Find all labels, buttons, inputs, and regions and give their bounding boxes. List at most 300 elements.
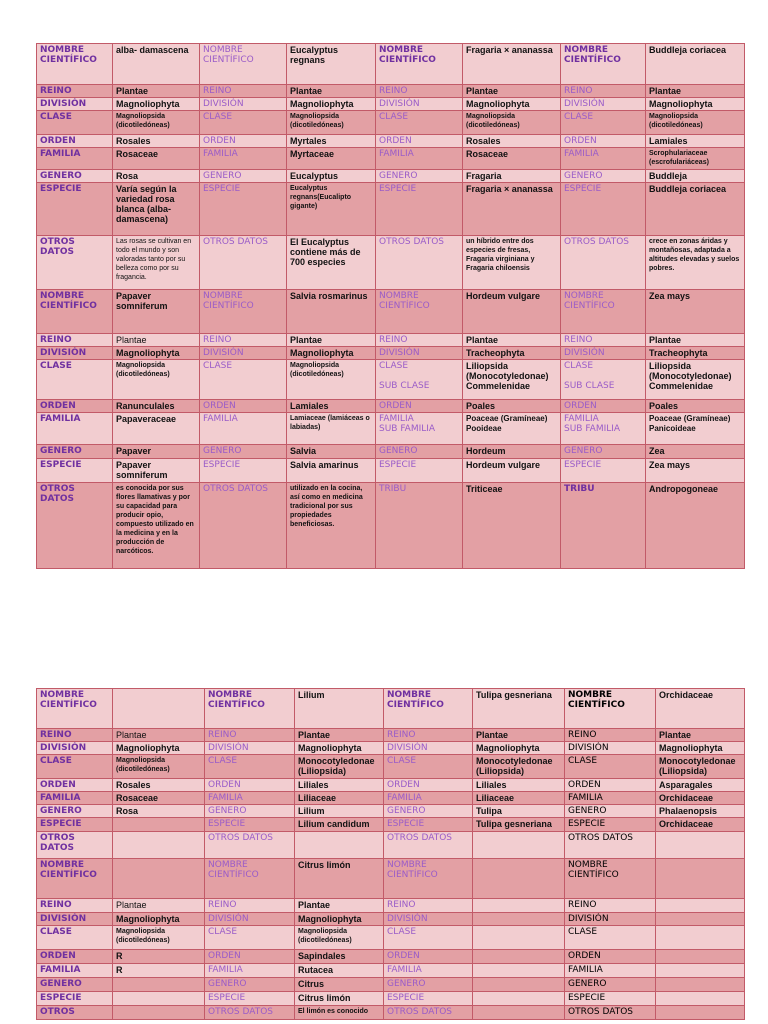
table-row [37,689,745,729]
cell-value: Magnoliophyta [287,98,376,111]
cell-value [113,832,205,859]
cell-value: Salvia rosmarinus [287,290,376,334]
cell-value: Andropogoneae [646,483,745,569]
table-row [37,950,745,964]
row-label: OTROS DATOS [37,483,113,569]
cell-value: Asparagales [656,779,745,792]
cell-value: Tulipa gesneriana [473,818,565,832]
row-label: REINO [376,85,463,98]
row-label: FAMILIA [384,964,473,978]
row-label: ESPECIE [200,183,287,236]
cell-value [656,950,745,964]
table-row [37,899,745,913]
cell-value: Plantae [113,334,200,347]
cell-value [656,899,745,913]
row-label: REINO [561,334,646,347]
row-label: DIVISIÓN [561,98,646,111]
row-label: FAMILIA [37,964,113,978]
row-label: ESPECIE [37,183,113,236]
row-label: ORDEN [200,400,287,413]
row-label: ORDEN [37,950,113,964]
cell-value [656,964,745,978]
cell-value: Orchidaceae [656,689,745,729]
row-label: NOMBRE CIENTÍFICO [205,859,295,899]
cell-value: Eucalyptus regnans [287,44,376,85]
cell-value [113,689,205,729]
row-label: FAMILIA [205,792,295,805]
cell-value: Plantae [113,729,205,742]
row-label: NOMBRE CIENTÍFICO [561,44,646,85]
cell-value [473,899,565,913]
row-label: OTROS DATOS [384,832,473,859]
row-label: CLASE SUB CLASE [561,360,646,400]
row-label: ESPECIE [561,459,646,483]
row-label: DIVISIÓN [200,98,287,111]
row-label: REINO [376,334,463,347]
row-label: DIVISIÓN [376,347,463,360]
row-label: DIVISIÓN [200,347,287,360]
row-label: FAMILIA [205,964,295,978]
row-label: REINO [565,729,656,742]
row-label: GENERO [200,170,287,183]
cell-value: R [113,950,205,964]
cell-value: utilizado en la cocina, así como en medicina tradicional por sus propiedades beneficiosas. [287,483,376,569]
row-label: GENERO [205,978,295,992]
cell-value: Myrtales [287,135,376,148]
cell-value [656,859,745,899]
cell-value [473,913,565,926]
row-label: DIVISIÓN [561,347,646,360]
cell-value: crece en zonas áridas y montañosas, adaptada a altitudes elevadas y suelos pobres. [646,236,745,290]
row-label: DIVISIÓN [205,913,295,926]
taxonomy-table-2 [36,688,745,1020]
row-label: NOMBRE CIENTÍFICO [37,689,113,729]
row-label: ESPECIE [384,818,473,832]
row-label: CLASE [205,926,295,950]
row-label: DIVISIÓN [376,98,463,111]
row-label: CLASE [561,111,646,135]
row-label: REINO [37,334,113,347]
cell-value: alba- damascena [113,44,200,85]
cell-value: Plantae [113,899,205,913]
row-label: ORDEN [205,950,295,964]
cell-value: Magnoliopsida (dicotiledóneas) [113,755,205,779]
cell-value: Magnoliopsida (dicotiledóneas) [113,360,200,400]
row-label: ORDEN [565,779,656,792]
table-row [37,1006,745,1020]
row-label: NOMBRE CIENTÍFICO [565,859,656,899]
row-label: NOMBRE CIENTÍFICO [565,689,656,729]
cell-value: Rosaceae [113,148,200,170]
cell-value: Salvia amarinus [287,459,376,483]
cell-value: Plantae [287,334,376,347]
row-label: FAMILIA [37,792,113,805]
row-label: ESPECIE [37,992,113,1006]
cell-value [656,992,745,1006]
cell-value: Zea mays [646,459,745,483]
cell-value: Magnoliophyta [473,742,565,755]
row-label: GENERO [37,978,113,992]
cell-value: Poaceae (Gramíneae) Pooideae [463,413,561,445]
row-label: DIVISIÓN [565,913,656,926]
cell-value: Liliales [473,779,565,792]
row-label: OTROS DATOS [384,1006,473,1020]
row-label: CLASE [205,755,295,779]
cell-value: Poaceae (Gramíneae) Panicoideae [646,413,745,445]
row-label: FAMILIA [565,792,656,805]
cell-value: Liliaceae [473,792,565,805]
cell-value: Magnoliophyta [295,742,384,755]
cell-value: Plantae [287,85,376,98]
cell-value: Rosaceae [463,148,561,170]
cell-value: Eucalyptus [287,170,376,183]
cell-value [113,818,205,832]
cell-value: Magnoliophyta [463,98,561,111]
cell-value [473,859,565,899]
row-label: OTROS DATOS [200,483,287,569]
row-label: ESPECIE [384,992,473,1006]
cell-value: Eucalyptus regnans(Eucalipto gigante) [287,183,376,236]
table-row [37,964,745,978]
row-label: OTROS DATOS [561,236,646,290]
table-row [37,926,745,950]
row-label: FAMILIA [200,413,287,445]
table-row [37,347,745,360]
cell-value: El Eucalyptus contiene más de 700 especies [287,236,376,290]
cell-value: un híbrido entre dos especies de fresas, Fragaria virginiana y Fragaria chiloensis [463,236,561,290]
table-row [37,183,745,236]
table-row [37,792,745,805]
cell-value: Liliopsida (Monocotyledonae) Commelenidae [646,360,745,400]
row-label: ORDEN [561,400,646,413]
cell-value: Lilium candidum [295,818,384,832]
cell-value: Hordeum vulgare [463,459,561,483]
cell-value: Rosales [113,779,205,792]
row-label: REINO [200,85,287,98]
cell-value: Lilium [295,805,384,818]
cell-value: Myrtaceae [287,148,376,170]
row-label: CLASE [37,755,113,779]
row-label: REINO [384,899,473,913]
cell-value: Monocotyledonae (Liliopsida) [473,755,565,779]
table-row [37,290,745,334]
cell-value [113,859,205,899]
row-label: NOMBRE CIENTÍFICO [376,44,463,85]
row-label: REINO [37,85,113,98]
cell-value: Hordeum [463,445,561,459]
cell-value: Magnoliophyta [646,98,745,111]
row-label: ESPECIE [205,992,295,1006]
cell-value: Plantae [656,729,745,742]
row-label: CLASE [384,755,473,779]
cell-value: Magnoliopsida (dicotiledóneas) [113,111,200,135]
table-row [37,483,745,569]
cell-value [656,832,745,859]
cell-value [656,913,745,926]
table-row [37,360,745,400]
cell-value: Salvia [287,445,376,459]
cell-value: Citrus limón [295,992,384,1006]
table-row [37,44,745,85]
cell-value: Scrophulariaceae (escrofulariáceas) [646,148,745,170]
cell-value: Zea [646,445,745,459]
cell-value: Liliaceae [295,792,384,805]
cell-value: Fragaria [463,170,561,183]
row-label: FAMILIA [200,148,287,170]
cell-value: Plantae [646,85,745,98]
table-row [37,445,745,459]
row-label: FAMILIA [565,964,656,978]
row-label: NOMBRE CIENTÍFICO [37,859,113,899]
row-label: DIVISIÓN [37,347,113,360]
table-row [37,978,745,992]
row-label: OTROS DATOS [205,1006,295,1020]
row-label: CLASE [37,926,113,950]
cell-value [113,992,205,1006]
row-label: GENERO [565,805,656,818]
row-label: TRIBU [561,483,646,569]
row-label: CLASE [200,360,287,400]
row-label: REINO [200,334,287,347]
row-label: CLASE [384,926,473,950]
row-label: ORDEN [37,400,113,413]
cell-value: Orchidaceae [656,792,745,805]
cell-value [656,926,745,950]
table-row [37,742,745,755]
row-label: CLASE [376,111,463,135]
row-label: ESPECIE [37,459,113,483]
table-row [37,729,745,742]
cell-value: Magnoliopsida (dicotiledóneas) [295,926,384,950]
row-label: DIVISIÓN [384,913,473,926]
row-label: ESPECIE [200,459,287,483]
row-label: FAMILIA [384,792,473,805]
cell-value: Plantae [646,334,745,347]
cell-value: Magnoliophyta [287,347,376,360]
row-label: OTROS DATOS [565,1006,656,1020]
row-label: ORDEN [37,779,113,792]
cell-value: Plantae [113,85,200,98]
row-label: REINO [205,899,295,913]
cell-value: Papaveraceae [113,413,200,445]
row-label: CLASE [200,111,287,135]
row-label: GENERO [37,445,113,459]
cell-value: Monocotyledonae (Liliopsida) [295,755,384,779]
cell-value: Rosa [113,805,205,818]
row-label: FAMILIA SUB FAMILIA [376,413,463,445]
table-row [37,832,745,859]
table-row [37,413,745,445]
table-row [37,148,745,170]
cell-value: Fragaria × ananassa [463,183,561,236]
row-label: OTROS DATOS [37,236,113,290]
cell-value: Hordeum vulgare [463,290,561,334]
row-label: ORDEN [376,400,463,413]
row-label: FAMILIA [37,148,113,170]
table-row [37,98,745,111]
cell-value: Lamiales [287,400,376,413]
table-row [37,334,745,347]
row-label: ORDEN [561,135,646,148]
table-row [37,85,745,98]
cell-value: Poales [646,400,745,413]
cell-value: Plantae [295,899,384,913]
cell-value: Varía según la variedad rosa blanca (alba-damascena) [113,183,200,236]
row-label: DIVISIÓN [384,742,473,755]
row-label: ORDEN [565,950,656,964]
cell-value: Magnoliophyta [295,913,384,926]
row-label: REINO [37,899,113,913]
cell-value: Rutacea [295,964,384,978]
cell-value: Plantae [473,729,565,742]
table-row [37,135,745,148]
row-label: NOMBRE CIENTÍFICO [561,290,646,334]
cell-value: Rosa [113,170,200,183]
cell-value: Liliales [295,779,384,792]
row-label: CLASE [37,111,113,135]
cell-value: Magnoliopsida (dicotiledóneas) [287,111,376,135]
row-label: REINO [205,729,295,742]
cell-value: Plantae [463,334,561,347]
row-label: DIVISIÓN [565,742,656,755]
cell-value: Rosales [113,135,200,148]
row-label: DIVISIÓN [37,913,113,926]
cell-value [295,832,384,859]
row-label: NOMBRE CIENTÍFICO [200,44,287,85]
row-label: GENERO [384,805,473,818]
taxonomy-table-1 [36,43,745,569]
row-label: GENERO [384,978,473,992]
row-label: TRIBU [376,483,463,569]
row-label: OTROS DATOS [565,832,656,859]
cell-value: Papaver somniferum [113,459,200,483]
row-label: OTROS DATOS [200,236,287,290]
cell-value: Plantae [295,729,384,742]
table-row [37,818,745,832]
row-label: NOMBRE CIENTÍFICO [200,290,287,334]
row-label: FAMILIA [376,148,463,170]
cell-value: Las rosas se cultivan en todo el mundo y son valoradas tanto por su belleza como por su fragancia. [113,236,200,290]
row-label: ORDEN [205,779,295,792]
table-row [37,400,745,413]
cell-value: Fragaria × ananassa [463,44,561,85]
row-label: ORDEN [384,779,473,792]
cell-value: Tulipa [473,805,565,818]
cell-value: Magnoliophyta [113,347,200,360]
cell-value: Plantae [463,85,561,98]
row-label: OTROS DATOS [37,832,113,859]
row-label: CLASE [565,755,656,779]
row-label: ESPECIE [376,459,463,483]
row-label: ESPECIE [205,818,295,832]
row-label: GENERO [565,978,656,992]
row-label: ORDEN [37,135,113,148]
table-row [37,459,745,483]
row-label: NOMBRE CIENTÍFICO [37,290,113,334]
row-label: ORDEN [376,135,463,148]
cell-value: Magnoliophyta [656,742,745,755]
row-label: OTROS DATOS [205,832,295,859]
row-label: CLASE [37,360,113,400]
cell-value [473,992,565,1006]
cell-value: Lamiaceae (lamiáceas o labiadas) [287,413,376,445]
cell-value: Rosales [463,135,561,148]
cell-value: Orchidaceae [656,818,745,832]
row-label: ESPECIE [565,992,656,1006]
cell-value: Magnoliophyta [113,913,205,926]
cell-value: Papaver [113,445,200,459]
table-row [37,170,745,183]
cell-value: Rosaceae [113,792,205,805]
row-label: FAMILIA SUB FAMILIA [561,413,646,445]
cell-value: Liliopsida (Monocotyledonae) Commelenidae [463,360,561,400]
cell-value: Lamiales [646,135,745,148]
table-row [37,992,745,1006]
cell-value: Buddleja coriacea [646,183,745,236]
cell-value: Buddleja [646,170,745,183]
row-label: REINO [384,729,473,742]
table-row [37,755,745,779]
row-label: ORDEN [200,135,287,148]
table-row [37,805,745,818]
row-label: REINO [561,85,646,98]
row-label: GENERO [37,170,113,183]
row-label: ESPECIE [37,818,113,832]
row-label: GENERO [37,805,113,818]
cell-value: Ranunculales [113,400,200,413]
row-label: ESPECIE [376,183,463,236]
row-label: NOMBRE CIENTÍFICO [37,44,113,85]
cell-value [473,832,565,859]
row-label: NOMBRE CIENTÍFICO [376,290,463,334]
cell-value: Magnoliopsida (dicotiledóneas) [646,111,745,135]
row-label: GENERO [376,170,463,183]
cell-value: Triticeae [463,483,561,569]
cell-value: Monocotyledonae (Liliopsida) [656,755,745,779]
cell-value: Lilium [295,689,384,729]
cell-value [656,978,745,992]
cell-value: El limón es conocido [295,1006,384,1020]
row-label: DIVISIÓN [37,98,113,111]
row-label: NOMBRE CIENTÍFICO [384,689,473,729]
table-row [37,913,745,926]
cell-value [473,978,565,992]
row-label: ESPECIE [565,818,656,832]
cell-value: Poales [463,400,561,413]
row-label: GENERO [205,805,295,818]
row-label: NOMBRE CIENTÍFICO [205,689,295,729]
row-label: FAMILIA [37,413,113,445]
cell-value [656,1006,745,1020]
row-label: GENERO [561,445,646,459]
cell-value: Buddleja coriacea [646,44,745,85]
cell-value: Tulipa gesneriana [473,689,565,729]
row-label: CLASE [565,926,656,950]
cell-value [473,1006,565,1020]
table-row [37,111,745,135]
row-label: DIVISIÓN [37,742,113,755]
row-label: GENERO [376,445,463,459]
cell-value: Magnoliopsida (dicotiledóneas) [463,111,561,135]
row-label: REINO [37,729,113,742]
cell-value: Tracheophyta [646,347,745,360]
cell-value: Papaver somniferum [113,290,200,334]
row-label: CLASE SUB CLASE [376,360,463,400]
table-row [37,859,745,899]
row-label: REINO [565,899,656,913]
cell-value: Citrus limón [295,859,384,899]
cell-value [473,964,565,978]
